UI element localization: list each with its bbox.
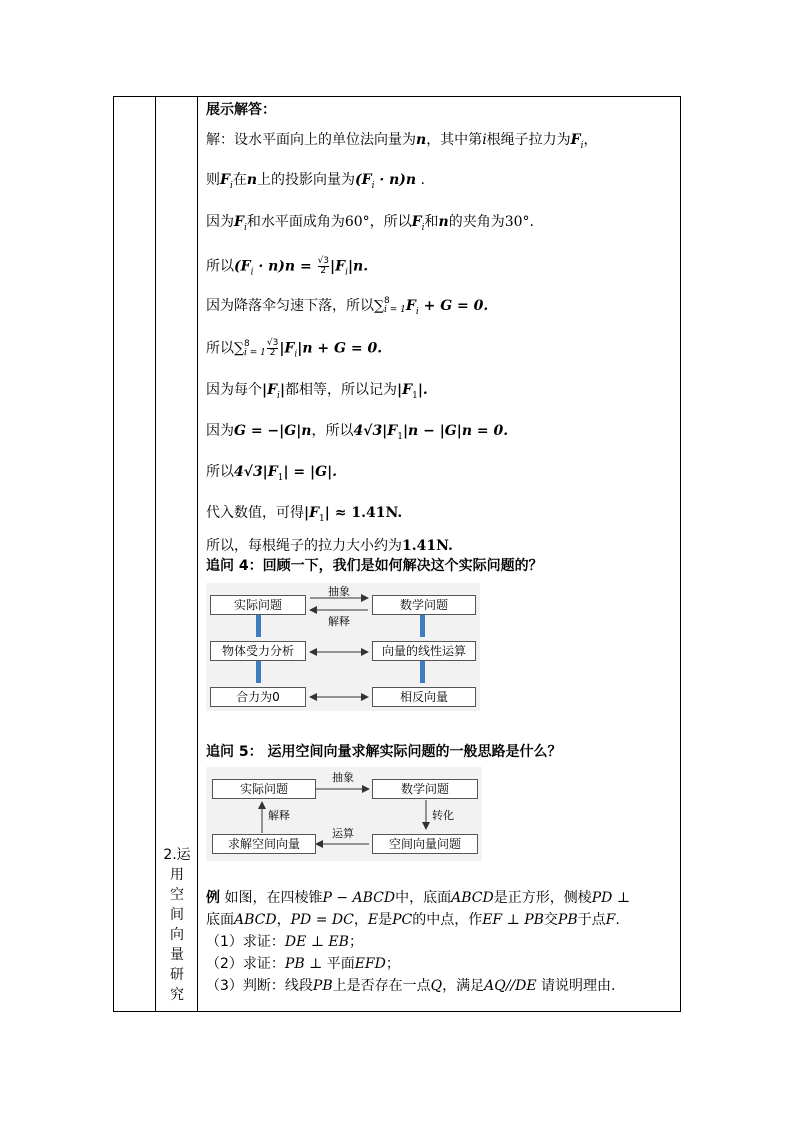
content-cell [206, 97, 680, 1011]
heading: 展示解答： [206, 102, 276, 118]
box-linear-operations: 向量的线性运算 [372, 641, 476, 661]
example-part-2: （2）求证：PB ⊥ 平面EFD； [206, 956, 400, 972]
box2-space-vector-problem: 空间向量问题 [372, 834, 478, 854]
box-actual-problem: 实际问题 [210, 595, 306, 615]
label-explain: 解释 [328, 615, 350, 628]
down-arrow-right-2 [420, 661, 425, 683]
label2-explain: 解释 [268, 809, 290, 822]
solution-line-6: 所以∑ 8 i = 1 $\frac{√3}{2}$ $|F_i|n + G = 0$. [206, 338, 383, 360]
solution-line-7: 因为每个$|F_i|$都相等，所以记为$|F_1|$. [206, 382, 428, 401]
section-column [114, 97, 156, 1011]
solution-line-3: 因为$F_i$和水平面成角为60°，所以$F_i$和n的夹角为30°. [206, 214, 534, 233]
label2-transform: 转化 [432, 809, 454, 822]
example-part-1: （1）求证：DE ⊥ EB； [206, 934, 363, 950]
label2-abstract: 抽象 [332, 771, 354, 784]
label-abstract: 抽象 [328, 585, 350, 598]
box2-math-problem: 数学问题 [372, 779, 478, 799]
example-line-1: 例 如图，在四棱锥P − ABCD中，底面ABCD是正方形，侧棱PD ⊥ [206, 890, 630, 906]
solution-line-4: 所以$(F_i \cdot n)n$ = $\frac{√3}{2}$ $|F_i|n$. [206, 256, 369, 278]
lesson-table [113, 96, 681, 1012]
flow-diagram-2 [206, 767, 482, 861]
box2-actual-problem: 实际问题 [212, 779, 316, 799]
example-part-3: （3）判断：线段PB上是否存在一点Q，满足AQ//DE 请说明理由. [206, 978, 616, 994]
topic-column [156, 97, 198, 1011]
follow-up-question-5: 追问 5： 运用空间向量求解实际问题的一般思路是什么？ [206, 744, 562, 760]
solution-line-9: 所以$4√3|F_1| = |G|$. [206, 464, 338, 483]
flow-diagram-1 [206, 583, 480, 711]
solution-line-8: 因为G = −|G|n，所以$4√3|F_1|n - |G|n = 0$. [206, 423, 509, 442]
topic-label: 2.运 用 空 间 向 量 研 究 [163, 847, 191, 1003]
solution-line-2: 则$F_i$在n上的投影向量为$(F_i \cdot n)n$ . [206, 172, 426, 191]
box2-solve-space-vector: 求解空间向量 [212, 834, 316, 854]
label2-compute: 运算 [332, 827, 354, 840]
example-line-2: 底面ABCD，PD = DC，E是PC的中点，作EF ⊥ PB交PB于点F. [206, 912, 620, 928]
box-force-analysis: 物体受力分析 [210, 641, 306, 661]
solution-line-10: 代入数值，可得$|F_1| \approx 1.41N$. [206, 505, 403, 524]
box-net-force-zero: 合力为0 [210, 687, 306, 707]
solution-line-1: 解：设水平面向上的单位法向量为n，其中第i根绳子拉力为$F_i$， [206, 132, 598, 151]
down-arrow-left-1 [256, 615, 261, 637]
down-arrow-right-1 [420, 615, 425, 637]
box-opposite-vectors: 相反向量 [372, 687, 476, 707]
solution-line-5: 因为降落伞匀速下落，所以∑ 8 i = 1 $F_i + G = 0$. [206, 296, 489, 317]
down-arrow-left-2 [256, 661, 261, 683]
follow-up-question-4: 追问 4：回顾一下，我们是如何解决这个实际问题的？ [206, 558, 543, 574]
solution-line-11: 所以，每根绳子的拉力大小约为1.41N. [206, 538, 453, 554]
box-math-problem: 数学问题 [372, 595, 476, 615]
